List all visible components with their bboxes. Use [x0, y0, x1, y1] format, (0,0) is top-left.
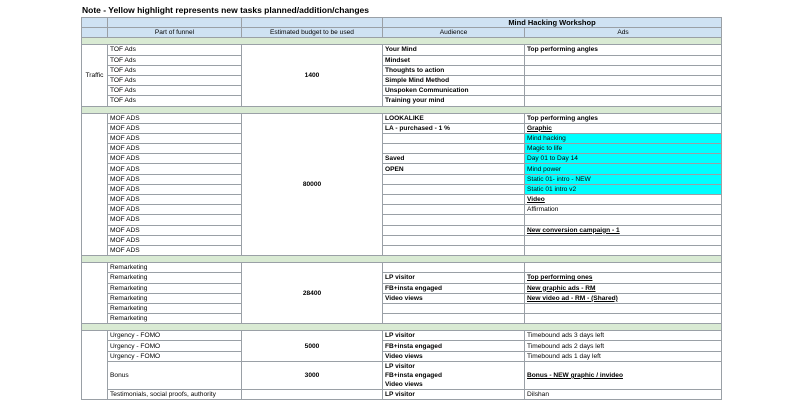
audience-cell[interactable]: Saved [383, 154, 525, 164]
table-row [82, 123, 722, 133]
audience-cell[interactable]: Unspoken Communication [383, 86, 525, 96]
audience-cell[interactable] [383, 263, 525, 273]
workshop-title[interactable]: Mind Hacking Workshop [383, 18, 722, 28]
funnel-cell[interactable]: Urgency - FOMO [108, 351, 242, 361]
table-row [82, 389, 722, 399]
funnel-cell[interactable]: MOF ADS [108, 235, 242, 245]
audience-cell[interactable] [383, 144, 525, 154]
funnel-cell[interactable]: TOF Ads [108, 65, 242, 75]
separator-row [82, 256, 722, 263]
table-row [82, 341, 722, 351]
ads-cell[interactable]: Top performing angles [525, 113, 722, 123]
funnel-cell[interactable]: MOF ADS [108, 215, 242, 225]
ads-cell[interactable] [525, 75, 722, 85]
funnel-cell[interactable]: MOF ADS [108, 225, 242, 235]
funnel-cell[interactable]: Remarketing [108, 263, 242, 273]
ads-cell[interactable]: New graphic ads - RM [525, 283, 722, 293]
audience-cell[interactable]: Your Mind [383, 45, 525, 55]
header-ads[interactable]: Ads [525, 28, 722, 38]
ads-cell[interactable] [525, 314, 722, 324]
separator-row [82, 324, 722, 331]
table-row [82, 351, 722, 361]
table-row [82, 75, 722, 85]
audience-cell[interactable] [383, 174, 525, 184]
audience-cell[interactable]: OPEN [383, 164, 525, 174]
funnel-cell[interactable]: MOF ADS [108, 123, 242, 133]
ads-cell[interactable]: Static 01 intro v2 [525, 184, 722, 194]
audience-cell[interactable]: LP visitor [383, 389, 525, 399]
title-row [82, 18, 722, 28]
funnel-cell[interactable]: MOF ADS [108, 144, 242, 154]
audience-cell[interactable]: Training your mind [383, 96, 525, 106]
header-budget[interactable]: Estimated budget to be used [242, 28, 383, 38]
table-row [82, 235, 722, 245]
ads-cell[interactable]: New video ad - RM - (Shared) [525, 293, 722, 303]
ads-cell[interactable]: Timebound ads 3 days left [525, 331, 722, 341]
audience-cell[interactable] [383, 303, 525, 313]
separator-row [82, 106, 722, 113]
table-row [82, 65, 722, 75]
audience-cell[interactable]: LP visitor [383, 273, 525, 283]
bonus-budget[interactable]: 3000 [242, 361, 383, 389]
funnel-cell[interactable]: Remarketing [108, 303, 242, 313]
ads-cell[interactable]: New conversion campaign - 1 [525, 225, 722, 235]
funnel-cell[interactable]: TOF Ads [108, 96, 242, 106]
funnel-cell[interactable]: MOF ADS [108, 174, 242, 184]
ads-cell[interactable] [525, 235, 722, 245]
audience-cell[interactable] [383, 361, 525, 389]
audience-cell[interactable] [383, 314, 525, 324]
ads-cell[interactable] [525, 65, 722, 75]
header-row [82, 28, 722, 38]
funnel-cell[interactable]: TOF Ads [108, 86, 242, 96]
table-row [82, 361, 722, 389]
table-row [82, 263, 722, 273]
audience-cell[interactable] [383, 215, 525, 225]
audience-cell[interactable] [383, 184, 525, 194]
table-row [82, 154, 722, 164]
mof-budget[interactable]: 80000 [242, 113, 383, 256]
audience-cell[interactable] [383, 195, 525, 205]
table-row [82, 164, 722, 174]
audience-cell[interactable]: Simple Mind Method [383, 75, 525, 85]
table-row [82, 55, 722, 65]
ads-cell[interactable] [525, 55, 722, 65]
table-row [82, 205, 722, 215]
audience-line: FB+insta engaged [385, 371, 442, 379]
funnel-cell[interactable]: MOF ADS [108, 164, 242, 174]
audience-cell[interactable] [383, 133, 525, 143]
ads-cell[interactable]: Timebound ads 1 day left [525, 351, 722, 361]
ads-cell[interactable]: Magic to life [525, 144, 722, 154]
remarketing-budget[interactable]: 28400 [242, 263, 383, 324]
audience-cell[interactable]: Video views [383, 351, 525, 361]
ads-cell[interactable]: Graphic [525, 123, 722, 133]
table-row [82, 293, 722, 303]
ads-cell[interactable] [525, 215, 722, 225]
header-audience[interactable]: Audience [383, 28, 525, 38]
funnel-cell[interactable]: MOF ADS [108, 184, 242, 194]
funnel-cell[interactable]: Testimonials, social proofs, authority [108, 389, 242, 399]
table-row [82, 331, 722, 341]
table-row [82, 86, 722, 96]
funnel-cell[interactable]: Remarketing [108, 273, 242, 283]
separator-row [82, 38, 722, 45]
table-row [82, 133, 722, 143]
note-text: Note - Yellow highlight represents new tasks planned/addition/changes [82, 5, 370, 15]
audience-cell[interactable] [383, 245, 525, 255]
table-row [82, 174, 722, 184]
ads-cell[interactable]: Static 01- intro - NEW [525, 174, 722, 184]
funnel-cell[interactable]: Urgency - FOMO [108, 331, 242, 341]
funnel-cell[interactable]: TOF Ads [108, 55, 242, 65]
ads-cell[interactable]: Mind hacking [525, 133, 722, 143]
ads-cell[interactable] [525, 245, 722, 255]
audience-cell[interactable]: FB+insta engaged [383, 341, 525, 351]
audience-cell[interactable]: Thoughts to action [383, 65, 525, 75]
audience-cell[interactable] [383, 225, 525, 235]
audience-cell[interactable]: LP visitor [383, 331, 525, 341]
funnel-cell[interactable]: Remarketing [108, 314, 242, 324]
ads-cell[interactable] [525, 303, 722, 313]
funnel-cell[interactable]: Remarketing [108, 283, 242, 293]
table-row [82, 195, 722, 205]
funnel-cell[interactable]: Bonus [108, 361, 242, 389]
ads-cell[interactable] [525, 86, 722, 96]
table-row [82, 113, 722, 123]
tof-budget[interactable]: 1400 [242, 45, 383, 106]
audience-cell[interactable]: FB+insta engaged [383, 283, 525, 293]
table-row [82, 215, 722, 225]
ads-cell[interactable]: Bonus - NEW graphic / invideo [525, 361, 722, 389]
ads-cell[interactable]: Day 01 to Day 14 [525, 154, 722, 164]
ads-cell[interactable] [525, 96, 722, 106]
funnel-cell[interactable]: MOF ADS [108, 133, 242, 143]
audience-cell[interactable] [383, 205, 525, 215]
table-row [82, 283, 722, 293]
table-row [82, 144, 722, 154]
funnel-cell[interactable]: Remarketing [108, 293, 242, 303]
table-row [82, 45, 722, 55]
funnel-cell[interactable]: MOF ADS [108, 113, 242, 123]
audience-cell[interactable] [383, 235, 525, 245]
ads-cell[interactable]: Dilshan [525, 389, 722, 399]
ads-cell[interactable]: Mind power [525, 164, 722, 174]
funnel-cell[interactable]: MOF ADS [108, 154, 242, 164]
traffic-group-label[interactable]: Traffic [82, 45, 108, 106]
table-row [82, 225, 722, 235]
funnel-cell[interactable]: MOF ADS [108, 245, 242, 255]
table-row [82, 184, 722, 194]
ads-cell[interactable] [525, 263, 722, 273]
audience-cell[interactable]: Video views [383, 293, 525, 303]
table-row [82, 245, 722, 255]
audience-cell[interactable]: LA - purchased - 1 % [383, 123, 525, 133]
table-row [82, 303, 722, 313]
ads-cell[interactable]: Top performing angles [525, 45, 722, 55]
audience-line: Video views [385, 380, 423, 388]
urgency-budget[interactable]: 5000 [242, 331, 383, 362]
ads-cell[interactable]: Top performing ones [525, 273, 722, 283]
funnel-cell[interactable]: MOF ADS [108, 195, 242, 205]
workshop-table [81, 17, 722, 400]
ads-cell[interactable]: Timebound ads 2 days left [525, 341, 722, 351]
header-funnel[interactable]: Part of funnel [108, 28, 242, 38]
funnel-cell[interactable]: MOF ADS [108, 205, 242, 215]
table-row [82, 314, 722, 324]
audience-cell[interactable]: Mindset [383, 55, 525, 65]
table-row [82, 273, 722, 283]
audience-line: LP visitor [385, 362, 415, 370]
ads-cell[interactable]: Video [525, 195, 722, 205]
table-row [82, 96, 722, 106]
funnel-cell[interactable]: TOF Ads [108, 45, 242, 55]
audience-cell[interactable]: LOOKALIKE [383, 113, 525, 123]
ads-cell[interactable]: Affirmation [525, 205, 722, 215]
funnel-cell[interactable]: Urgency - FOMO [108, 341, 242, 351]
funnel-cell[interactable]: TOF Ads [108, 75, 242, 85]
